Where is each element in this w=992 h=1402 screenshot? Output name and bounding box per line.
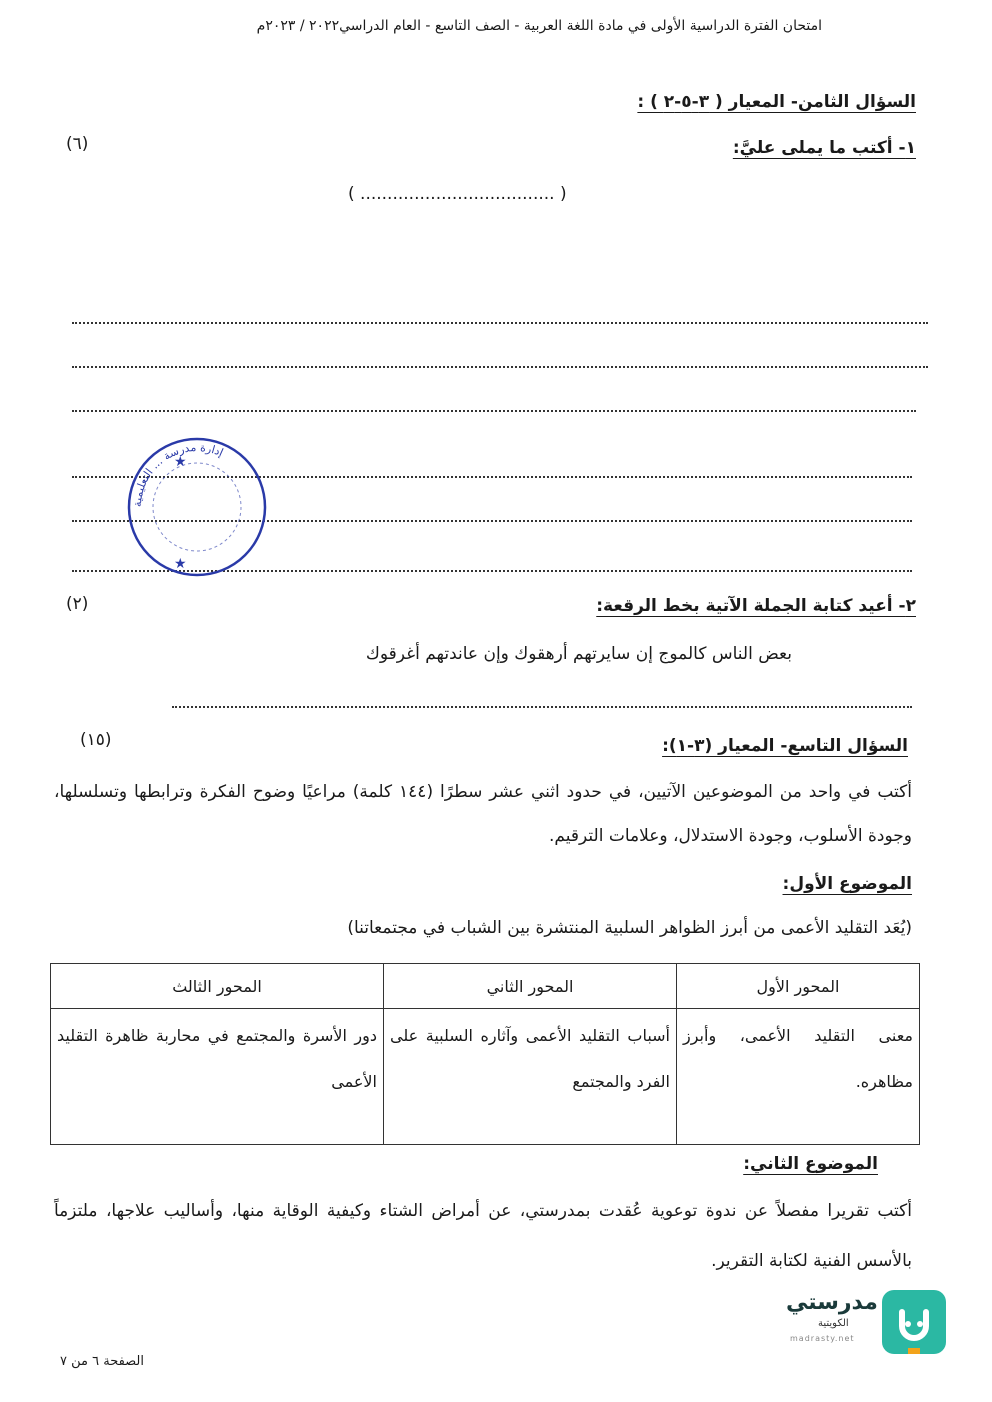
question-8-part2-score: (٢) (66, 594, 89, 614)
axis-1-header: المحور الأول (677, 964, 920, 1009)
writing-line[interactable] (72, 410, 916, 412)
dictation-title-blank: ( .................................... ) (348, 184, 567, 204)
question-8-title: السؤال الثامن- المعيار ( ٣-٥-٢ ) : (637, 92, 916, 112)
svg-text:★: ★ (174, 556, 187, 572)
axis-1-content: معنى التقليد الأعمى، وأبرز مظاهره. (677, 1009, 920, 1145)
topic-1-label: الموضوع الأول: (782, 874, 912, 894)
writing-line[interactable] (172, 706, 912, 708)
school-stamp (126, 436, 268, 578)
question-8-part1-score: (٦) (66, 134, 89, 154)
page-number: الصفحة ٦ من ٧ (60, 1354, 145, 1369)
axis-3-header: المحور الثالث (51, 964, 384, 1009)
exam-header: امتحان الفترة الدراسية الأولى في مادة اللغة العربية - الصف التاسع - العام الدراسي٢٠٢٢ / ٢٠٢٣م (256, 18, 822, 34)
ruqah-sentence: بعض الناس كالموج إن سايرتهم أرهقوك وإن عاندتهم أغرقوك (365, 644, 792, 664)
question-9-instruction: أكتب في واحد من الموضوعين الآتيين، في حدود اثني عشر سطرًا (١٤٤ كلمة) مراعيًا وضوح الفكرة وترابطها وتسلسلها، وجودة الأسلوب، وجودة الاستدلال، وعلامات الترقيم. (54, 782, 912, 846)
axis-2-header: المحور الثاني (384, 964, 677, 1009)
question-9-title: السؤال التاسع- المعيار (٣-١): (662, 736, 908, 756)
logo-url: madrasty.net (790, 1334, 855, 1343)
question-8-part2-label: ٢- أعيد كتابة الجملة الآتية بخط الرقعة: (596, 596, 916, 616)
logo-subtitle: الكويتية (818, 1318, 849, 1329)
axis-2-content: أسباب التقليد الأعمى وآثاره السلبية على الفرد والمجتمع (384, 1009, 677, 1145)
logo-name: مدرستي (786, 1290, 878, 1315)
madrasty-logo-icon (882, 1290, 946, 1354)
question-9-score: (١٥) (80, 730, 112, 750)
topic-1-axes-table (50, 963, 920, 1145)
writing-line[interactable] (72, 366, 928, 368)
stamp-text: إدارة مدرسة ... التعليمية (130, 440, 226, 508)
topic-1-statement: (يُعَد التقليد الأعمى من أبرز الظواهر السلبية المنتشرة بين الشباب في مجتمعاتنا) (347, 918, 912, 938)
svg-text:إدارة مدرسة ... التعليمية (131, 441, 225, 507)
writing-line[interactable] (72, 322, 928, 324)
svg-text:★: ★ (174, 454, 187, 470)
question-8-part1-label: ١- أكتب ما يملى عليَّ: (732, 138, 916, 158)
axis-3-content: دور الأسرة والمجتمع في محاربة ظاهرة التقليد الأعمى (51, 1009, 384, 1145)
topic-2-label: الموضوع الثاني: (743, 1154, 878, 1174)
topic-2-statement: أكتب تقريرا مفصلاً عن ندوة توعوية عُقدت بمدرستي، عن أمراض الشتاء وكيفية الوقاية منها، وأساليب علاجها، ملتزماً بالأسس الفنية لكتابة التقرير. (54, 1201, 912, 1271)
